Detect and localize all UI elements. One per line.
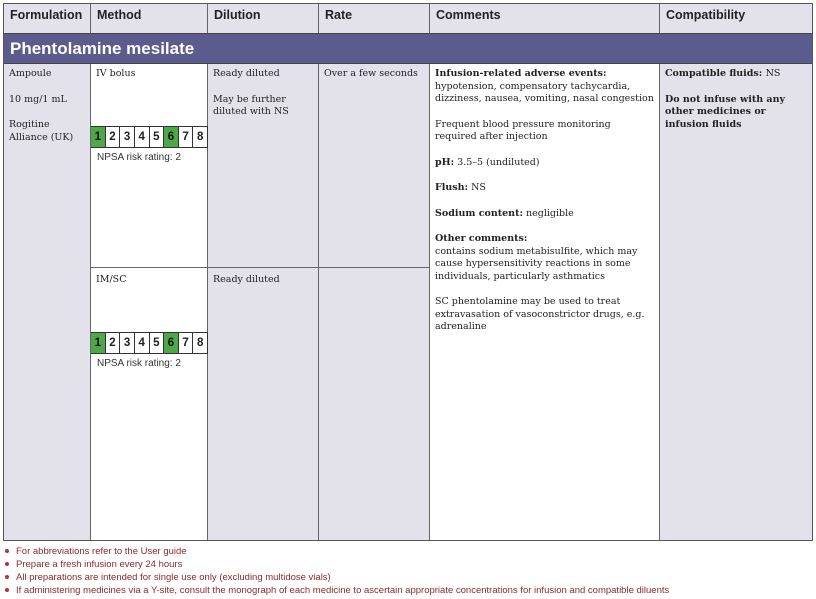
sodium-label: Sodium content: (435, 207, 523, 219)
risk-box-2: 2 (105, 127, 120, 147)
formulation-strength: 10 mg/1 mL (9, 93, 67, 105)
footnote-text: If administering medicines via a Y-site, consult the monograph of each medicine to ascertain appropriate concentrations for infusion and compatible diluents (16, 585, 670, 596)
comment-sodium (435, 208, 654, 221)
risk-box-8: 8 (192, 127, 207, 147)
monograph-table (3, 3, 813, 541)
comments-cell (430, 64, 660, 540)
risk-box-1: 1 (91, 333, 105, 353)
dilution-imsc: Ready diluted (213, 274, 280, 285)
method-im-sc: IM/SC (96, 274, 127, 285)
risk-box-5: 5 (149, 333, 164, 353)
footnote-item (4, 571, 669, 584)
risk-box-6: 6 (163, 333, 178, 353)
footnote-text: All preparations are intended for single use only (excluding multidose vials) (16, 572, 331, 583)
risk-box-4: 4 (134, 127, 149, 147)
bullet-icon (5, 575, 9, 579)
header-compatibility: Compatibility (660, 4, 812, 33)
risk-scale-imsc (91, 332, 208, 354)
footnotes (4, 545, 669, 597)
flush-label: Flush: (435, 182, 469, 193)
comment-ph (435, 157, 654, 170)
other-text: contains sodium metabisulfite, which may cause hypersensitivity reactions in some individuals, particularly asthmatics (435, 245, 638, 282)
bullet-icon (5, 588, 9, 592)
footnote-text: For abbreviations refer to the User guide (16, 546, 187, 557)
compat-fluids (665, 68, 807, 81)
rate-iv: Over a few seconds (324, 68, 418, 79)
risk-box-2: 2 (105, 333, 120, 353)
method-cell (91, 64, 208, 540)
header-method: Method (91, 4, 208, 33)
drug-title: Phentolamine mesilate (4, 33, 812, 64)
compat-fluids-value: NS (765, 68, 781, 79)
risk-box-3: 3 (119, 333, 134, 353)
ph-value: 3.5–5 (undiluted) (457, 156, 540, 168)
header-dilution: Dilution (208, 4, 319, 33)
comment-other (435, 233, 654, 283)
comment-adverse-events (435, 68, 654, 106)
adverse-label: Infusion-related adverse events: (435, 68, 607, 79)
sodium-value: negligible (526, 207, 574, 219)
header-comments: Comments (430, 4, 660, 33)
header-rate: Rate (319, 4, 430, 33)
risk-label-iv: NPSA risk rating: 2 (97, 152, 181, 163)
other-label: Other comments: (435, 233, 528, 244)
ph-label: pH: (435, 156, 455, 168)
bullet-icon (5, 562, 9, 566)
comment-sc: SC phentolamine may be used to treat extravasation of vasoconstrictor drugs, e.g. adrenaline (435, 296, 645, 332)
formulation-type: Ampoule (9, 68, 52, 79)
row-divider (208, 267, 318, 268)
risk-box-7: 7 (178, 333, 193, 353)
compat-fluids-label: Compatible fluids: (665, 68, 763, 79)
method-iv-bolus: IV bolus (96, 68, 136, 79)
dilution-cell (208, 64, 319, 540)
row-divider (91, 267, 207, 268)
formulation-manufacturer: Alliance (UK) (9, 131, 74, 143)
compat-warning: Do not infuse with any other medicines or infusion fluids (665, 93, 786, 130)
compatibility-cell (660, 64, 812, 540)
bullet-icon (5, 549, 9, 553)
risk-box-4: 4 (134, 333, 149, 353)
risk-scale-iv (91, 126, 208, 148)
dilution-iv (213, 68, 317, 119)
risk-box-3: 3 (119, 127, 134, 147)
comment-monitoring: Frequent blood pressure monitoring required after injection (435, 118, 611, 142)
row-divider (319, 267, 429, 268)
formulation-brand: Rogitine (9, 119, 50, 130)
risk-label-imsc: NPSA risk rating: 2 (97, 358, 181, 369)
flush-value: NS (471, 182, 486, 193)
footnote-item (4, 558, 669, 571)
dilution-iv-line-2: May be further diluted with NS (213, 93, 289, 117)
risk-box-7: 7 (178, 127, 193, 147)
comment-flush (435, 182, 654, 195)
adverse-text: hypotension, compensatory tachycardia, dizziness, nausea, vomiting, nasal congestion (435, 80, 654, 104)
risk-box-1: 1 (91, 127, 105, 147)
formulation-cell (4, 64, 91, 540)
dilution-iv-line-1: Ready diluted (213, 68, 280, 79)
header-formulation: Formulation (4, 4, 91, 33)
rate-cell (319, 64, 430, 540)
footnote-text: Prepare a fresh infusion every 24 hours (16, 559, 183, 570)
risk-box-5: 5 (149, 127, 164, 147)
risk-box-8: 8 (192, 333, 207, 353)
footnote-item (4, 545, 669, 558)
footnote-item (4, 584, 669, 597)
risk-box-6: 6 (163, 127, 178, 147)
